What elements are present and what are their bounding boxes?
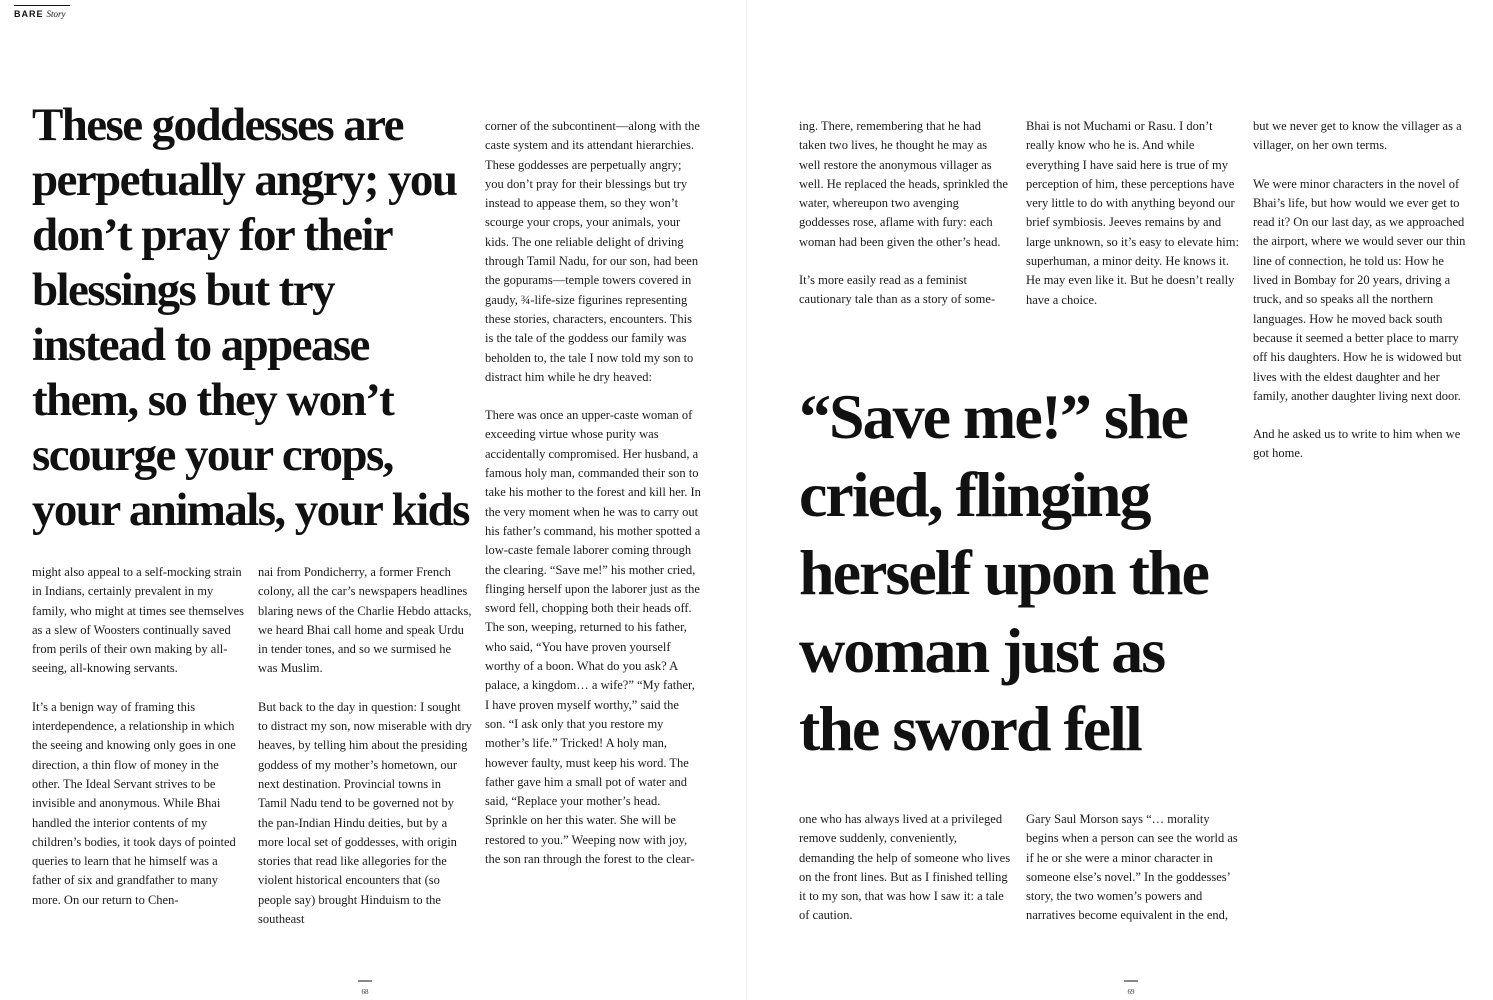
right-column-1-top (799, 117, 1009, 310)
paragraph: one who has always lived at a privileged remove suddenly, conveniently, demanding the help of someone who lives on the front lines. But as I finished telling it to my son, that was how I saw it: a tale of caution. (799, 812, 1011, 923)
header-rule (14, 5, 70, 6)
paragraph: might also appeal to a self-mocking strain in Indians, certainly prevalent in my family, who might at times see themselves as a slew of Woosters continually saved from perils of their own making by all-seeing, all-knowing servants. (32, 565, 244, 676)
right-column-2-bottom (1026, 810, 1240, 926)
section-name: Story (46, 9, 66, 19)
paragraph: But back to the day in question: I sought to distract my son, now miserable with dry heaves, by telling him about the presiding goddess of my mother’s hometown, our next destination. Provincial towns in Tamil Nadu tend to be governed not by the pan-Indian Hindu deities, but by a more local set of goddesses, with origin stories that read like allegories for the violent historical encounters that (so people say) brought Hinduism to the southeast (258, 699, 472, 927)
paragraph: It’s more easily read as a feminist cautionary tale than as a story of some- (799, 273, 996, 307)
paragraph: There was once an upper-caste woman of exceeding virtue whose purity was accidentally compromised. Her husband, a famous holy man, commanded their son to take his mother to the forest and kill her. In the very moment when he was to carry out his father’s command, his mother spotted a low-caste female laborer coming through the clearing. “Save me!” his mother cried, flinging herself upon the laborer just as the sword fell, chopping both their heads off. The son, weeping, returned to his father, who said, “You have proven yourself worthy of a boon. What do you ask? A palace, a kingdom… a wife?” “My father, I have proven myself worthy,” said the son. “I ask only that you restore my mother’s life.” Tricked! A holy man, however faulty, must keep his word. The father gave him a small pot of water and said, “Replace your mother’s head. Sprinkle on her this water. She will be restored to you.” Weeping now with joy, the son ran through the forest to the clear- (485, 408, 701, 866)
paragraph: And he asked us to write to him when we got home. (1253, 427, 1461, 461)
paragraph: Gary Saul Morson says “… morality begins when a person can see the world as if he or she were a minor character in someone else’s novel.” In the goddesses’ story, the two women’s powers and narratives become equivalent in the end, (1026, 812, 1238, 923)
running-header (14, 9, 66, 19)
right-page (747, 0, 1493, 1000)
paragraph: ing. There, remembering that he had taken two lives, he thought he may as well restore the anonymous villager as well. He replaced the heads, sprinkled the water, whereupon two avenging goddesses rose, aflame with fury: each woman had been given the other’s head. (799, 119, 1008, 249)
magazine-brand: BARE (14, 9, 44, 19)
paragraph: nai from Pondicherry, a former French colony, all the car’s newspapers headlines blaring news of the Charlie Hebdo attacks, we heard Bhai call home and speak Urdu in tender tones, and so we surmised he was Muslim. (258, 565, 472, 676)
page-number: 68 (361, 988, 369, 996)
paragraph: It’s a benign way of framing this interdependence, a relationship in which the seeing and knowing only goes in one direction, a thin flow of money in the other. The Ideal Servant strives to be invisible and anonymous. While Bhai handled the interior contents of my children’s bodies, it took days of pointed queries to learn that he himself was a father of six and grandfather to many more. On our return to Chen- (32, 699, 236, 907)
left-column-1 (32, 563, 244, 910)
right-column-3 (1253, 117, 1469, 464)
right-column-2-top (1026, 117, 1239, 310)
folio-rule (358, 980, 372, 982)
pull-quote-right: “Save me!” she cried, flinging herself upon the woman just as the sword fell (799, 381, 1208, 764)
left-column-2 (258, 563, 472, 929)
page-number: 69 (1127, 988, 1135, 996)
left-page (0, 0, 746, 1000)
pull-quote-left: These goddesses are perpetually angry; you don’t pray for their blessings but try instead to appease them, so they won’t scourge your crops, your animals, your kids (32, 99, 469, 536)
paragraph: but we never get to know the villager as a villager, on her own terms. (1253, 119, 1462, 153)
folio-rule (1124, 980, 1138, 982)
paragraph: Bhai is not Muchami or Rasu. I don’t really know who he is. And while everything I have said here is true of my perception of him, these perceptions have very little to do with anything beyond our brief symbiosis. Jeeves remains by and large unknown, so it’s easy to elevate him: superhuman, a minor deity. He knows it. He may even like it. But he doesn’t really have a choice. (1026, 119, 1239, 307)
paragraph: corner of the subcontinent—along with the caste system and its attendant hierarchies. These goddesses are perpetually angry; you don’t pray for their blessings but try instead to appease them, so they won’t scourge your crops, your animals, your kids. The one reliable delight of driving through Tamil Nadu, for our son, had been the gopurams—temple towers covered in gaudy, ¾-life-size figurines representing these stories, characters, encounters. This is the tale of the goddess our family was beholden to, the tale I now told my son to distract him while he dry heaved: (485, 119, 700, 384)
paragraph: We were minor characters in the novel of Bhai’s life, but how would we ever get to read it? On our last day, as we approached the airport, where we would sever our thin line of connection, he told us: How he lived in Bombay for 20 years, driving a truck, and so speaks all the northern languages. How he moved back south because it seemed a better place to marry off his daughters. How he is widowed but lives with the eldest daughter and her family, another daughter living next door. (1253, 176, 1466, 403)
left-column-3 (485, 117, 701, 869)
right-column-1-bottom (799, 810, 1013, 926)
